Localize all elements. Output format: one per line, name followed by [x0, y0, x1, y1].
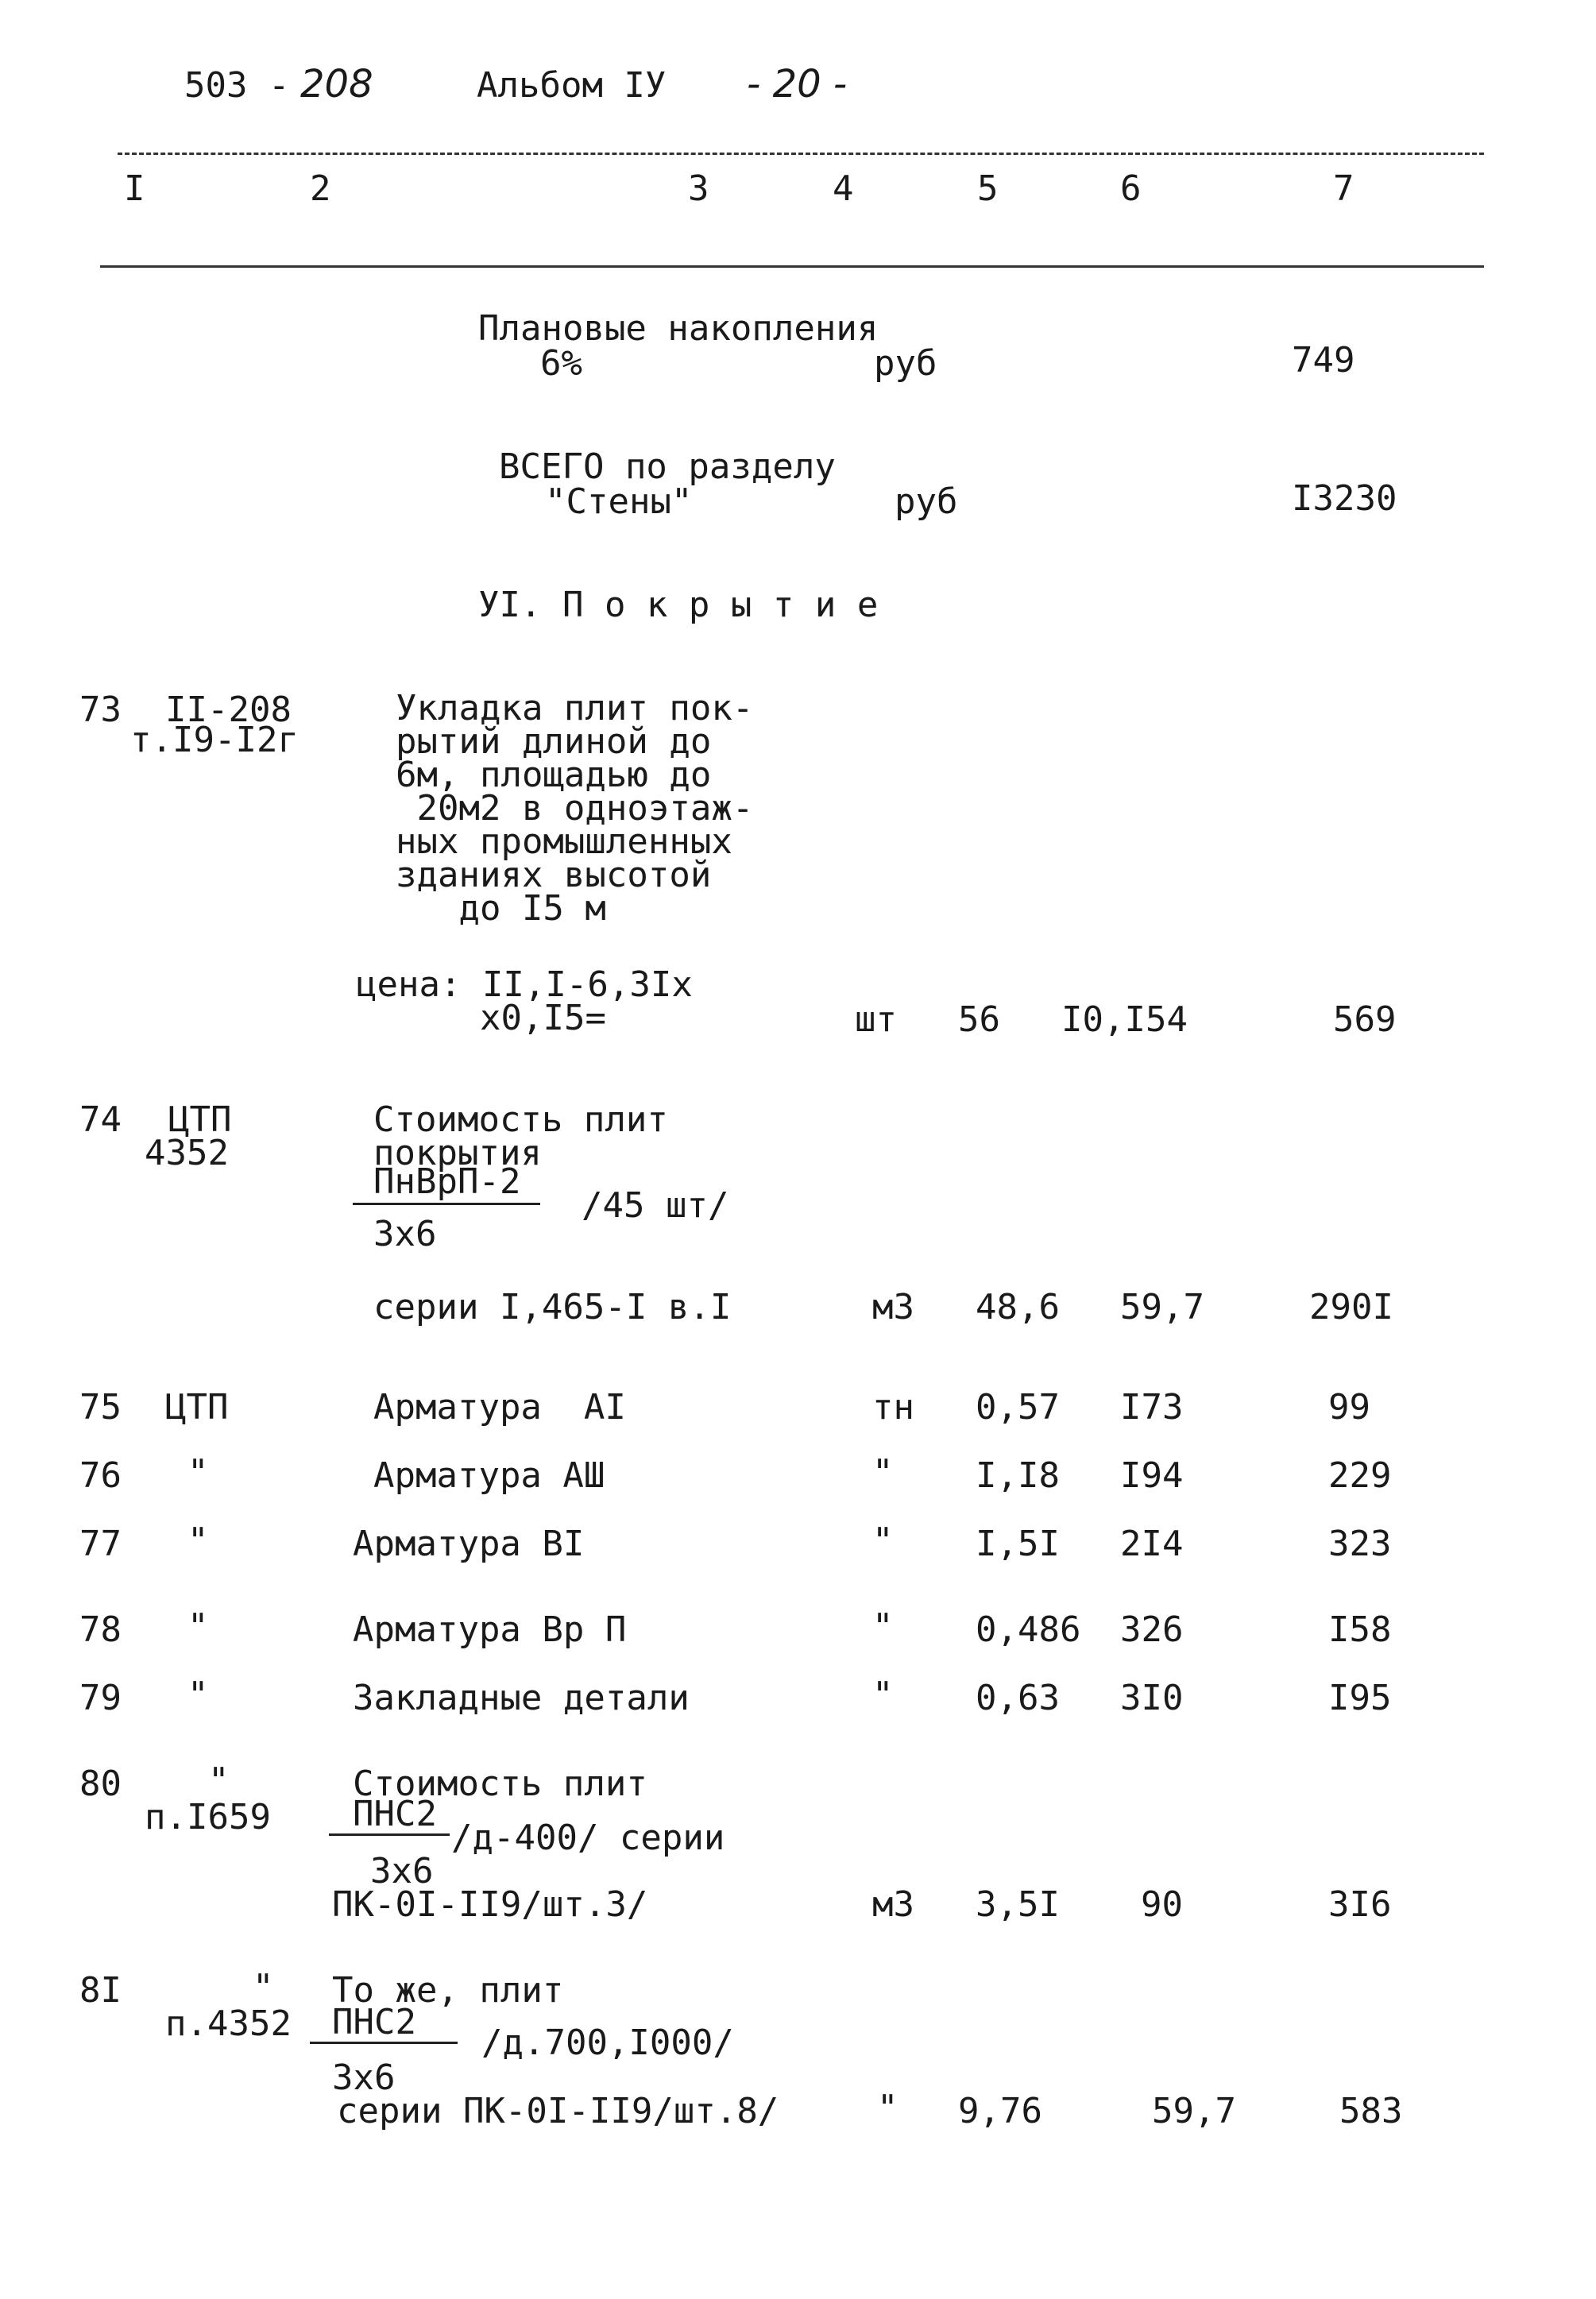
row-78-total: I58 [1328, 1609, 1392, 1650]
row-73-unit: шт [855, 999, 897, 1040]
row-81-price: 59,7 [1152, 2091, 1236, 2131]
column-number-4: 4 [833, 168, 854, 209]
row-79-name: Закладные детали [353, 1678, 690, 1718]
row-74-fraction-bottom: 3х6 [373, 1214, 437, 1254]
row-80-fraction-bar [329, 1833, 450, 1836]
row-80-code-ref: п.I659 [145, 1797, 271, 1837]
row-73-total: 569 [1333, 999, 1397, 1040]
row-81-total: 583 [1339, 2091, 1403, 2131]
section-total-name: "Стены" [545, 481, 693, 522]
row-80-ditto: " [208, 1760, 230, 1801]
row-81-fraction-bar [310, 2042, 458, 2044]
row-75-total: 99 [1328, 1387, 1370, 1428]
planned-savings-percent: 6% [540, 343, 582, 384]
row-73-number: 73 [79, 690, 122, 730]
row-76-number: 76 [79, 1455, 122, 1496]
row-74-fraction-bar [353, 1203, 540, 1205]
album-label: Альбом IУ [477, 65, 667, 106]
row-73-text-3: 6м, площадью до [396, 755, 712, 795]
row-79-number: 79 [79, 1678, 122, 1718]
column-number-5: 5 [977, 168, 999, 209]
row-75-price: I73 [1120, 1387, 1184, 1428]
row-73-text-4: 20м2 в одноэтаж- [396, 788, 754, 829]
row-76-ditto: " [187, 1452, 209, 1493]
row-81-fraction-note: /д.700,I000/ [481, 2023, 734, 2063]
document-code-number: 208 [300, 62, 373, 106]
row-80-series: ПК-0I-II9/шт.3/ [332, 1884, 648, 1925]
document-code-prefix: 503 - [184, 65, 290, 106]
row-81-fraction-top: ПНС2 [332, 2002, 416, 2042]
row-74-fraction-note: /45 шт/ [582, 1185, 729, 1226]
row-80-fraction-bottom: 3х6 [370, 1851, 434, 1891]
column-number-1: I [124, 168, 145, 209]
row-74-code: ЦТП [168, 1099, 232, 1140]
row-73-code-ref: т.I9-I2г [130, 720, 299, 760]
row-73-text-2: рытий длиной до [396, 721, 712, 762]
row-81-number: 8I [79, 1970, 122, 2011]
column-number-7: 7 [1333, 168, 1354, 209]
row-74-total: 290I [1309, 1287, 1393, 1327]
row-73-text-1: Укладка плит пок- [396, 688, 754, 728]
row-75-code: ЦТП [165, 1387, 229, 1428]
row-73-price: I0,I54 [1061, 999, 1188, 1040]
section-total-unit: руб [895, 481, 958, 522]
row-79-unit-ditto: " [872, 1675, 894, 1715]
row-73-text-5: ных промышленных [396, 821, 732, 862]
row-75-name: Арматура АI [373, 1387, 626, 1428]
row-77-price: 2I4 [1120, 1524, 1184, 1564]
row-81-ditto: " [253, 1967, 274, 2007]
row-77-unit-ditto: " [872, 1520, 894, 1561]
row-78-number: 78 [79, 1609, 122, 1650]
row-80-fraction-top: ПНС2 [353, 1794, 437, 1834]
row-76-total: 229 [1328, 1455, 1392, 1496]
column-number-3: 3 [688, 168, 709, 209]
row-74-quantity: 48,6 [976, 1287, 1060, 1327]
planned-savings-unit: руб [874, 343, 937, 384]
row-76-price: I94 [1120, 1455, 1184, 1496]
row-80-fraction-note: /д-400/ серии [451, 1818, 725, 1858]
row-81-unit-ditto: " [877, 2088, 898, 2128]
row-74-unit: м3 [872, 1287, 914, 1327]
row-78-ditto: " [187, 1606, 209, 1647]
header-top-rule [118, 153, 1484, 155]
row-77-name: Арматура ВI [353, 1524, 585, 1564]
section-total-value: I3230 [1292, 478, 1397, 519]
header-bottom-rule [100, 265, 1484, 268]
row-77-ditto: " [187, 1520, 209, 1561]
row-73-price-formula-1: цена: II,I-6,3Iх [356, 964, 693, 1005]
row-73-quantity: 56 [958, 999, 1000, 1040]
row-81-series: серии ПК-0I-II9/шт.8/ [337, 2091, 779, 2131]
row-80-total: 3I6 [1328, 1884, 1392, 1925]
row-78-unit-ditto: " [872, 1606, 894, 1647]
row-76-name: Арматура АШ [373, 1455, 605, 1496]
row-79-price: 3I0 [1120, 1678, 1184, 1718]
row-80-number: 80 [79, 1764, 122, 1804]
row-74-number: 74 [79, 1099, 122, 1140]
row-75-unit: тн [872, 1387, 914, 1428]
row-78-quantity: 0,486 [976, 1609, 1081, 1650]
row-79-quantity: 0,63 [976, 1678, 1060, 1718]
row-78-name: Арматура Вр П [353, 1609, 627, 1650]
row-79-ditto: " [187, 1675, 209, 1715]
section-title: УI. П о к р ы т и е [478, 585, 879, 625]
row-79-total: I95 [1328, 1678, 1392, 1718]
row-81-quantity: 9,76 [958, 2091, 1042, 2131]
section-total-label: ВСЕГО по разделу [499, 446, 836, 487]
row-81-fraction-bottom: 3х6 [332, 2058, 396, 2098]
planned-savings-label: Плановые накопления [478, 308, 879, 349]
row-76-quantity: I,I8 [976, 1455, 1060, 1496]
row-80-text-1: Стоимость плит [353, 1764, 647, 1804]
row-73-price-formula-2: х0,I5= [480, 998, 606, 1038]
row-73-text-7: до I5 м [396, 888, 606, 929]
row-80-price: 90 [1141, 1884, 1183, 1925]
row-80-quantity: 3,5I [976, 1884, 1060, 1925]
row-77-total: 323 [1328, 1524, 1392, 1564]
row-75-number: 75 [79, 1387, 122, 1428]
page-number: - 20 - [747, 62, 848, 106]
row-75-quantity: 0,57 [976, 1387, 1060, 1428]
row-77-quantity: I,5I [976, 1524, 1060, 1564]
row-80-unit: м3 [872, 1884, 914, 1925]
row-76-unit-ditto: " [872, 1452, 894, 1493]
column-number-6: 6 [1120, 168, 1142, 209]
row-74-text-2: покрытия [373, 1133, 542, 1173]
row-81-code-ref: п.4352 [165, 2003, 292, 2044]
column-number-2: 2 [310, 168, 331, 209]
row-73-text-6: зданиях высотой [396, 855, 712, 895]
row-74-fraction-top: ПнВрП-2 [373, 1161, 521, 1202]
row-81-text-1: То же, плит [332, 1970, 564, 2011]
row-77-number: 77 [79, 1524, 122, 1564]
row-74-text-1: Стоимость плит [373, 1099, 668, 1140]
row-74-series: серии I,465-I в.I [373, 1287, 732, 1327]
row-74-code-ref: 4352 [145, 1133, 229, 1173]
row-74-price: 59,7 [1120, 1287, 1204, 1327]
planned-savings-total: 749 [1292, 340, 1355, 381]
row-73-code: II-208 [165, 690, 292, 730]
row-78-price: 326 [1120, 1609, 1184, 1650]
